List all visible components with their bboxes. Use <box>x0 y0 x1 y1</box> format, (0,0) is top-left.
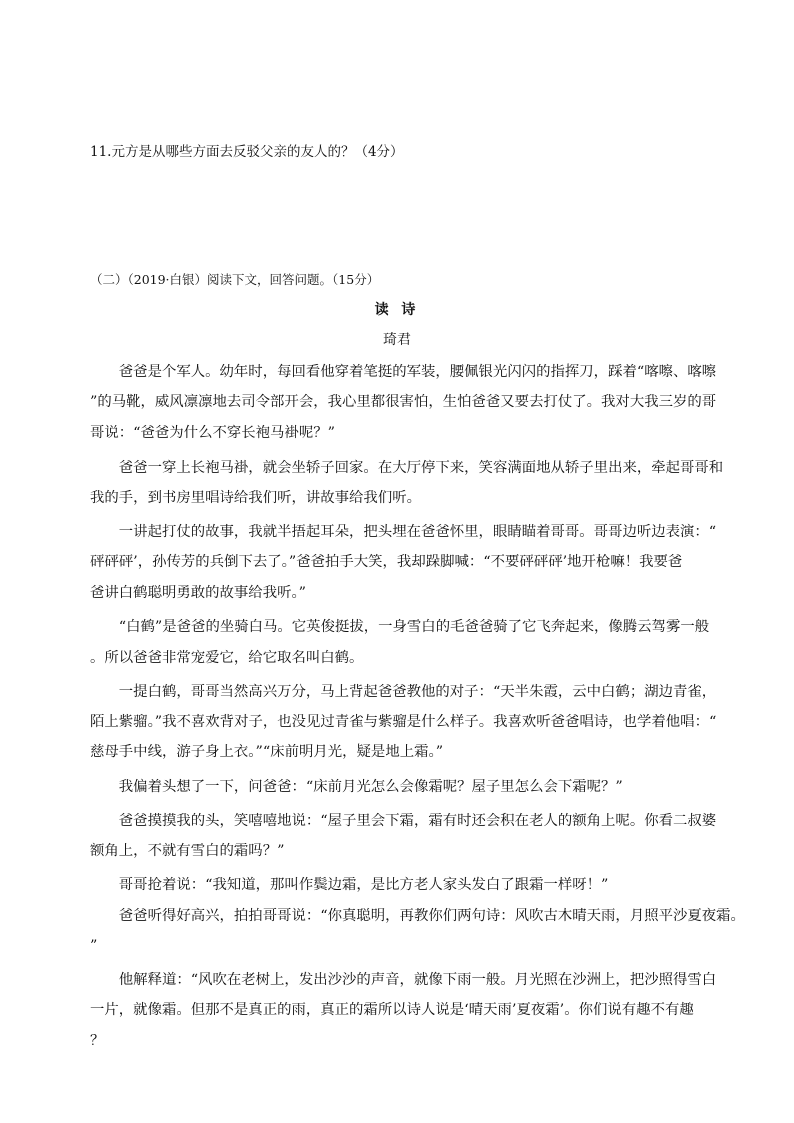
paragraph-line: 陌上紫骝。”我不喜欢背对子，也没见过青雀与紫骝是什么样子。我喜欢听爸爸唱诗，也学着他唱：“ <box>90 714 717 730</box>
author-name: 琦君 <box>383 332 411 348</box>
paragraph-line: “白鹤”是爸爸的坐骑白马。它英俊挺拔，一身雪白的毛爸爸骑了它飞奔起来，像腾云驾雾一般 <box>90 619 710 635</box>
paragraph-line: 慈母手中线，游子身上衣。”“床前明月光，疑是地上霜。” <box>90 744 444 760</box>
paragraph-line: 一讲起打仗的故事，我就半捂起耳朵，把头埋在爸爸怀里，眼睛瞄着哥哥。哥哥边听边表演：“ <box>90 524 717 540</box>
paragraph-line: 一片，就像霜。但那不是真正的雨，真正的霜所以诗人说是‘晴天雨’夏夜霜’。你们说有趣不有趣 <box>90 1002 694 1018</box>
paragraph-line: 爸爸摸摸我的头，笑嘻嘻地说：“屋子里会下霜，霜有时还会积在老人的额角上呢。你看二叔婆 <box>90 813 717 829</box>
paragraph-line: ” <box>90 938 98 954</box>
section-heading: （二）（2019·白银）阅读下文，回答问题。（15分） <box>90 272 380 287</box>
paragraph-line: 。所以爸爸非常宠爱它，给它取名叫白鹤。 <box>90 650 364 666</box>
paragraph-line: 爸讲白鹤聪明勇敢的故事给我听。” <box>90 585 307 601</box>
paragraph-line: 额角上，不就有雪白的霜吗？” <box>90 843 285 859</box>
paragraph-line: 哥哥抢着说：“我知道，那叫作鬓边霜，是比方老人家头发白了跟霜一样呀！” <box>90 877 609 893</box>
paragraph-line: 爸爸听得好高兴，拍拍哥哥说：“你真聪明，再教你们两句诗：风吹古木晴天雨，月照平沙夏夜霜。 <box>90 908 745 924</box>
paragraph-line: ？ <box>90 1033 105 1049</box>
poem-title: 读 诗 <box>374 302 420 318</box>
paragraph-line: 我偏着头想了一下，问爸爸：“床前月光怎么会像霜呢？屋子里怎么会下霜呢？” <box>90 779 623 795</box>
paragraph-line: ”的马靴，威风凛凛地去司令部开会，我心里都很害怕，生怕爸爸又要去打仗了。我对大我三岁的哥 <box>90 394 717 410</box>
paragraph-line: 爸爸是个军人。幼年时，每回看他穿着笔挺的军装，腰佩银光闪闪的指挥刀，踩着“喀嚓、喀嚓 <box>90 364 717 380</box>
paragraph-line: 一提白鹤，哥哥当然高兴万分，马上背起爸爸教他的对子：“天半朱霞，云中白鹤；湖边青雀， <box>90 684 717 700</box>
question-11: 11.元方是从哪些方面去反驳父亲的友人的？（4分） <box>90 144 404 160</box>
paragraph-line: 哥说：“爸爸为什么不穿长袍马褂呢？” <box>90 425 335 441</box>
paragraph-line: 爸爸一穿上长袍马褂，就会坐轿子回家。在大厅停下来，笑容满面地从轿子里出来，牵起哥哥和 <box>90 460 724 476</box>
paragraph-line: 砰砰砰’，孙传芳的兵倒下去了。”爸爸拍手大笑，我却跺脚喊：“不要砰砰砰’地开枪嘛！我要爸 <box>90 554 683 570</box>
paragraph-line: 他解释道：“风吹在老树上，发出沙沙的声音，就像下雨一般。月光照在沙洲上，把沙照得雪白 <box>90 972 717 988</box>
paragraph-line: 我的手，到书房里唱诗给我们听，讲故事给我们听。 <box>90 490 421 506</box>
